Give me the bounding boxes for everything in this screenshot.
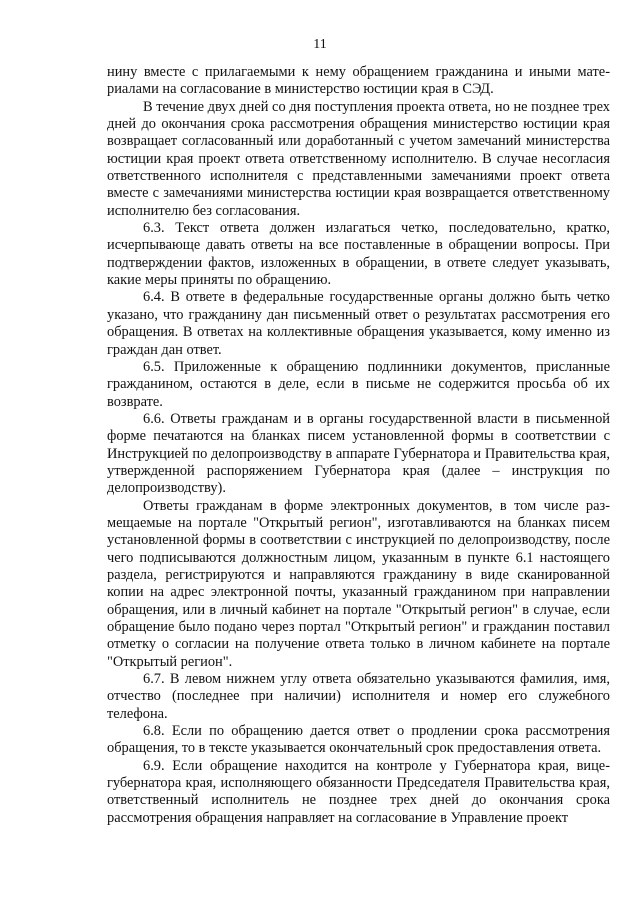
paragraph: Ответы гражданам в форме электронных документов, в том числе размещаемые на портале "Открытый регион", изготавливаются на бланках писем установленной формы в соответствии с инструкцией по делопроизводству, после чего подписываются должностным лицом, указанным в пункте 6.1 настоящего раздела, регистрируются и направляются гражданину в виде сканированной копии на адрес электронной почты, указанный гражданином при направлении обращения, или в личный кабинет на портале "Открытый регион" в случае, если обращение было подано через портал "Открытый регион" и гражданин поставил отметку о согласии на получение ответа только в личном кабинете на портале "Открытый регион". [107,497,610,670]
paragraph: 6.5. Приложенные к обращению подлинники документов, присланные гражданином, остаются в деле, если в письме не содержится просьба об их возврате. [107,358,610,410]
body-text [107,64,610,827]
paragraph: 6.4. В ответе в федеральные государственные органы должно быть четко указано, что гражданину дан письменный ответ о результатах рассмотрения его обращения. В ответах на коллективные обращения указывается, кому именно из граждан дан ответ. [107,289,610,358]
paragraph: 6.7. В левом нижнем углу ответа обязательно указываются фамилия, имя, отчество (последнее при наличии) исполнителя и номер его служебного телефона. [107,671,610,722]
paragraph: В течение двух дней со дня поступления проекта ответа, но не позднее трех дней до окончания срока рассмотрения обращения министерство юстиции края возвращает согласованный или доработанный с учетом замечаний министерства юстиции края проект ответа ответственному исполнителю. В случае несогласия ответственного исполнителя с представленными замечаниями проект ответа вместе с замечаниями министерства юстиции края возвращается ответственному исполнителю без согласования. [107,98,610,219]
paragraph: 6.6. Ответы гражданам и в органы государственной власти в письменной форме печатаются на бланках писем установленной формы в соответствии с Инструкцией по делопроизводству в аппарате Губернатора и Правительства края, утвержденной распоряжением Губернатора края (далее – инструкция по делопроизводству). [107,410,610,497]
page-number: 11 [313,37,327,52]
paragraph: 6.3. Текст ответа должен излагаться четко, последовательно, кратко, исчерпывающе давать ответы на все поставленные в обращении вопросы. При подтверждении фактов, изложенных в обращении, в ответе следует указывать, какие меры приняты по обращению. [107,220,610,289]
paragraph: 6.9. Если обращение находится на контроле у Губернатора края, вице-губернатора края, исполняющего обязанности Председателя Правительства края, ответственный исполнитель не позднее трех дней до окончания срока рассмотрения обращения направляет на согласование в Управление проект [107,757,610,826]
paragraph: 6.8. Если по обращению дается ответ о продлении срока рассмотрения обращения, то в тексте указывается окончательный срок предоставления ответа. [107,723,610,757]
paragraph: нину вместе с прилагаемыми к нему обращением гражданина и иными материалами на согласование в министерство юстиции края в СЭД. [107,64,610,98]
